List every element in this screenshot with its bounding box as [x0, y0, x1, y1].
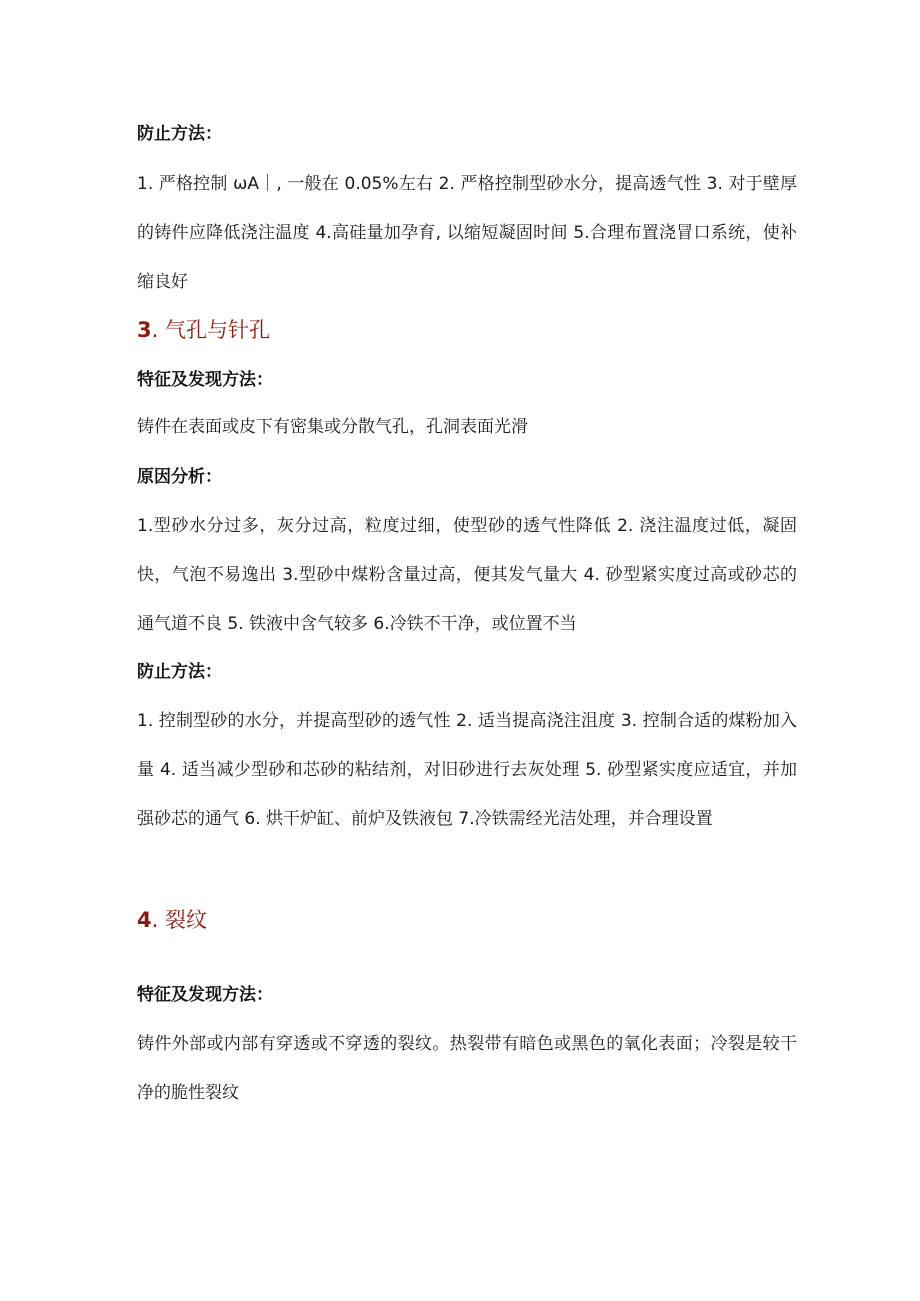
section3-features-label: 特征及发现方法：	[137, 370, 273, 390]
section3-number: 3	[137, 318, 152, 342]
section3-causes-text: 1.型砂水分过多，灰分过高，粒度过细，使型砂的透气性降低 2. 浇注温度过低，凝固快，气泡不易逸出 3.型砂中煤粉含量过高，便其发气量大 4. 砂型紧实度过高或砂芯的通气道不良 5. 铁液中含气较多 6.冷铁不干净，或位置不当	[137, 516, 797, 634]
section3-prevention-text: 1. 控制型砂的水分，并提高型砂的透气性 2. 适当提高浇注沮度 3. 控制合适的煤粉加入量 4. 适当减少型砂和芯砂的粘结剂，对旧砂进行去灰处理 5. 砂型紧实度应适宜，并加强砂芯的通气 6. 烘干炉缸、前炉及铁液包 7.冷铁需经光洁处理，并合理设置	[137, 711, 797, 829]
section3-features-text: 铸件在表面或皮下有密集或分散气孔，孔洞表面光滑	[137, 417, 528, 437]
section4-heading	[137, 906, 207, 934]
section4-features-label: 特征及发现方法：	[137, 985, 273, 1005]
section2-prevention-text: 1. 严格控制 ωA｜, 一般在 0.05%左右 2. 严格控制型砂水分，提高透气性 3. 对于壁厚的铸件应降低浇注温度 4.高硅量加孕育, 以缩短凝固时间 5.合理布置浇冒口系统，使补缩良好	[137, 174, 797, 292]
section4-features-text: 铸件外部或内部有穿透或不穿透的裂纹。热裂带有暗色或黑色的氧化表面；冷裂是较干净的脆性裂纹	[137, 1034, 797, 1103]
section4-title: . 裂纹	[151, 908, 207, 932]
section3-heading	[137, 316, 270, 344]
section4-number: 4	[137, 908, 152, 932]
section3-prevention-label: 防止方法：	[137, 662, 222, 682]
section2-prevention-label: 防止方法：	[137, 124, 222, 144]
section3-causes-label: 原因分析：	[137, 467, 222, 487]
section3-title: . 气孔与针孔	[151, 318, 270, 342]
